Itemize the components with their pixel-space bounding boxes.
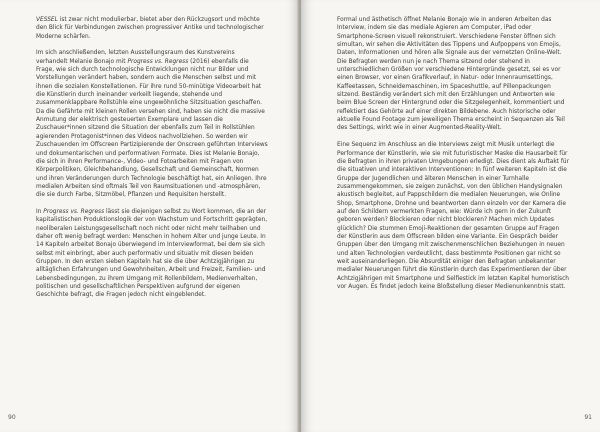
paragraph [337,141,569,291]
left-page [0,0,299,432]
paragraph-text: lässt sie diejenigen selbst zu Wort kommen, die an der kapitalistischen Produktionslogik der von Wachstum und Fortschritt geprägten, neoliberalen Leistungsgesellschaft noch nicht oder nicht mehr teilhaben und daher oft wenig befragt werden: Menschen in hohem Alter und junge Leute. In 14 Kapiteln arbeitet Bonajo überwiegend im Interviewformat, bei dem sie sich selbst mit einbringt, aber auch performativ und situativ mit diesen beiden Gruppen. In den ersten sieben Kapiteln hat sie die über Achtzigjährigen zu alltäglichen Erfahrungen und Gewohnheiten, Arbeit und Freizeit, Familien- und Lebensbedingungen, zu ihrem Umgang mit Rollenbildern, Medienverhalten, politischen und gesellschaftlichen Perspektiven aufgrund der eigenen Geschichte befragt, die Fragen jedoch nicht eingeblendet. [36,208,268,299]
paragraph-text: Eine Sequenz im Anschluss an die Interviews zeigt mit Musik unterlegt die Performance der Künstlerin, wie sie mit futuristischer Maske die Hausarbeit für die Befragten in ihren privaten Umgebungen erledigt. Dies dient als Auftakt für die situativen und interaktiven Interventionen: In fünf weiteren Kapiteln ist die Gruppe der Jugendlichen und älteren Menschen in einer Turnhalle zusammengekommen, sie zeigen zunächst, von den üblichen Handysignalen akustisch begleitet, auf Pappschildern die medialen Neuerungen, wie Online Shop, Smartphone, Drohne und beantworten dann einzeln vor der Kamera die auf den Schildern vermerkten Fragen, wie: Würde ich gern in der Zukunft geboren werden? Blockieren oder nicht blockieren? Machen mich Updates glücklich? Die stummen Emoji-Reaktionen der gesamten Gruppe auf Fragen der Künstlerin aus dem Offscreen bilden eine Variante. Ein Gespräch beider Gruppen über den Umgang mit zwischenmenschlichen Beziehungen in neuen und alten Technologien verdeutlicht, dass bestimmte Positionen gar nicht so weit auseinanderliegen. Die Absurdität einiger den Befragten unbekannter medialer Neuerungen führt die Künstlerin durch das Experimentieren der über Achtzigjährigen mit Smartphone und Selfiestick im letzten Kapitel humoristisch vor Augen. Es findet jedoch keine Bloßstellung dieser Medienunkenntnis statt. [337,142,569,290]
italic-title: VESSEL [36,17,58,23]
right-text-column [337,16,569,411]
paragraph-text: Im sich anschließenden, letzten Ausstellungsraum des Kunstvereins verhandelt Melanie Bonajo mit [36,50,235,65]
paragraph-text: Formal und ästhetisch öffnet Melanie Bonajo wie in anderen Arbeiten das Interview, indem sie das mediale Agieren am Computer, iPad oder Smartphone-Screen visuell rekonstruiert. Verschiedene Fenster öffnen sich simultan, wir sehen die Aktivitäten des Tippens und Aufpoppens von Emojis, Daten, Informationen und hören alle Signale aus der vernetzten Online-Welt. Die Befragten werden nun je nach Thema sitzend oder stehend in unterschiedlichen Größen vor verschiedene Hintergründe gesetzt, sei es vor einen Browser, vor einen Grafikverlauf, in Natur- oder Innenraumsettings, Kaffeetassen, Schneidemaschinen, im Spaceshuttle, auf Pillenpackungen sitzend. Beständig verändert sich mit den Erzählungen und Antworten wie beim Blue Screen der Hintergrund oder die Sitzgelegenheit, kommentiert und reflektiert das Gehörte auf einer direkten Bildebene. Auch historische oder aktuelle Found Footage zum jeweiligen Thema erscheint in Sequenzen als Teil des Settings, wirkt wie in einer Augmented-Reality-Welt. [337,17,565,132]
paragraph [36,49,268,199]
italic-title: Progress vs. Regress [127,58,189,65]
right-page-number: 91 [584,414,592,421]
paragraph-text: In [36,208,44,215]
left-text-column [36,16,268,411]
paragraph [36,208,268,300]
paragraph-text: (2016) ebenfalls die Frage, wie sich durch technologische Entwicklungen nicht nur Bilder und Vorstellungen verändert haben, sondern auch die Menschen selbst und mit ihnen die sozialen Konstellationen. Für ihre rund 50-minütige Videoarbeit hat die Künstlerin durch ineinander verkeilt liegende, stehende und zusammenklappbare Rollstühle eine ungewöhnliche Sitzsituation geschaffen. Da die Gefährte mit kleinen Rollen versehen sind, haben sie nicht die massive Anmutung der elektrisch gesteuerten Exemplare und lassen die Zuschauer*innen sitzend die Situation der ebenfalls zum Teil in Rollstühlen agierenden Protagonist*innen des Videos nachvollziehen. So werden wir Zuschauenden im Offscreen Partizipierende der Onscreen geführten Interviews und dokumentarischen und performativen Formate. Dies ist Melanie Bonajo, die sich in ihren Performance-, Video- und Fotoarbeiten mit Fragen von Körperpolitiken, Gleichbehandlung, Gesellschaft und Gemeinschaft, Normen und ihren Veränderungen durch Technologie beschäftigt hat, ein Anliegen. Ihre medialen Arbeiten sind oftmals Teil von Raumsituationen und -atmosphären, die sie durch Farbe, Sitzmöbel, Pflanzen und Requisiten herstellt. [36,58,268,199]
paragraph [337,16,569,133]
left-page-number: 90 [8,414,16,421]
paragraph-text: ist zwar nicht modulierbar, bietet aber den Rückzugsort und möchte den Blick für Verbindungen zwischen progressiver Antike und technologischer Moderne schärfen. [36,17,264,40]
paragraph [36,16,268,41]
italic-title: Progress vs. Regress [43,208,105,215]
right-page [301,0,600,432]
